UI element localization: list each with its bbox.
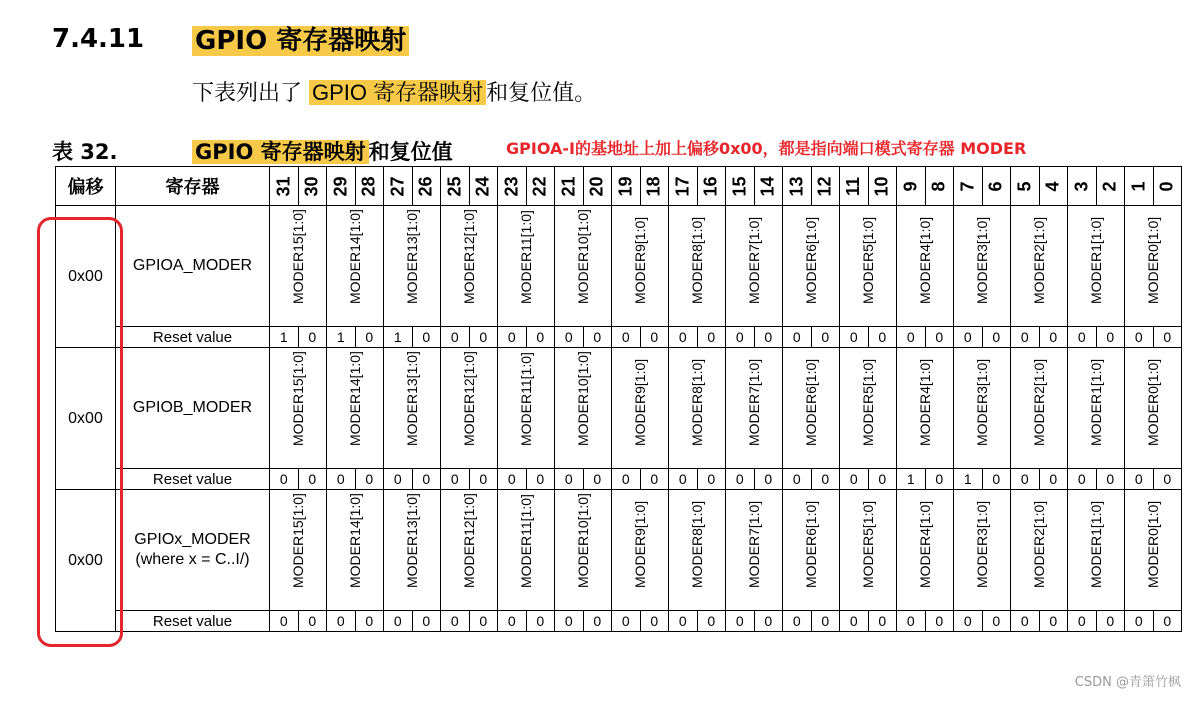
- bit-field: MODER1[1:0]: [1068, 206, 1125, 327]
- bit-field: MODER3[1:0]: [954, 348, 1011, 469]
- reset-bit-value: 0: [469, 327, 498, 348]
- bit-field: MODER5[1:0]: [840, 490, 897, 611]
- intro-paragraph: [192, 76, 596, 107]
- bit-header-9: 9: [897, 167, 926, 206]
- reset-bit-value: 0: [1039, 327, 1068, 348]
- bit-field: MODER6[1:0]: [783, 348, 840, 469]
- bit-header-27: 27: [384, 167, 413, 206]
- red-annotation-note: GPIOA-I的基地址上加上偏移0x00，都是指向端口模式寄存器 MODER: [506, 139, 1027, 158]
- reset-value-label: Reset value: [116, 327, 270, 348]
- bit-field: MODER0[1:0]: [1125, 490, 1182, 611]
- reset-bit-value: 0: [1068, 611, 1097, 632]
- reset-bit-value: 0: [526, 469, 555, 490]
- reset-bit-value: 0: [754, 611, 783, 632]
- bit-header-17: 17: [669, 167, 698, 206]
- bit-header-14: 14: [754, 167, 783, 206]
- bit-field: MODER6[1:0]: [783, 206, 840, 327]
- reset-bit-value: 0: [754, 469, 783, 490]
- reset-value-label: Reset value: [116, 611, 270, 632]
- header-register: 寄存器: [116, 167, 270, 206]
- bit-field: MODER9[1:0]: [612, 206, 669, 327]
- bit-header-13: 13: [783, 167, 812, 206]
- reset-bit-value: 0: [298, 469, 327, 490]
- reset-bit-value: 0: [555, 611, 584, 632]
- reset-bit-value: 0: [754, 327, 783, 348]
- bit-field: MODER7[1:0]: [726, 206, 783, 327]
- bit-field: MODER2[1:0]: [1011, 348, 1068, 469]
- reset-bit-value: 0: [469, 469, 498, 490]
- bit-header-21: 21: [555, 167, 584, 206]
- reset-bit-value: 0: [1011, 611, 1040, 632]
- reset-bit-value: 0: [697, 327, 726, 348]
- reset-bit-value: 0: [640, 327, 669, 348]
- reset-bit-value: 0: [384, 611, 413, 632]
- bit-field: MODER14[1:0]: [327, 348, 384, 469]
- reset-bit-value: 0: [355, 611, 384, 632]
- bit-field: MODER4[1:0]: [897, 490, 954, 611]
- bit-field: MODER7[1:0]: [726, 490, 783, 611]
- bit-field: MODER0[1:0]: [1125, 206, 1182, 327]
- bit-field: MODER8[1:0]: [669, 206, 726, 327]
- reset-bit-value: 0: [583, 469, 612, 490]
- reset-value-row: [56, 611, 1182, 632]
- reset-bit-value: 0: [783, 611, 812, 632]
- reset-bit-value: 0: [640, 611, 669, 632]
- reset-bit-value: 0: [327, 611, 356, 632]
- reset-value-row: [56, 327, 1182, 348]
- bit-header-19: 19: [612, 167, 641, 206]
- section-number: 7.4.11: [52, 24, 145, 54]
- bit-field: MODER15[1:0]: [270, 348, 327, 469]
- reset-bit-value: 0: [669, 327, 698, 348]
- table-label: 表 32.: [52, 140, 118, 164]
- bit-header-5: 5: [1011, 167, 1040, 206]
- reset-bit-value: 0: [1125, 469, 1154, 490]
- reset-bit-value: 0: [526, 611, 555, 632]
- bit-field: MODER0[1:0]: [1125, 348, 1182, 469]
- reset-bit-value: 0: [669, 611, 698, 632]
- register-offset: 0x00: [56, 206, 116, 348]
- register-map-table: [55, 166, 1182, 632]
- reset-bit-value: 0: [954, 327, 983, 348]
- bit-header-26: 26: [412, 167, 441, 206]
- bit-field: MODER14[1:0]: [327, 490, 384, 611]
- reset-bit-value: 0: [1011, 327, 1040, 348]
- reset-bit-value: 0: [868, 327, 897, 348]
- register-offset: 0x00: [56, 348, 116, 490]
- bit-header-31: 31: [270, 167, 299, 206]
- reset-bit-value: 0: [583, 611, 612, 632]
- offset-highlight-box: [37, 217, 123, 647]
- bit-header-23: 23: [498, 167, 527, 206]
- reset-bit-value: 0: [726, 327, 755, 348]
- bit-header-8: 8: [925, 167, 954, 206]
- bit-field: MODER9[1:0]: [612, 348, 669, 469]
- bit-field: MODER13[1:0]: [384, 490, 441, 611]
- bit-field: MODER10[1:0]: [555, 490, 612, 611]
- bit-header-11: 11: [840, 167, 869, 206]
- bit-field: MODER12[1:0]: [441, 206, 498, 327]
- reset-bit-value: 0: [669, 469, 698, 490]
- reset-bit-value: 0: [298, 327, 327, 348]
- bit-header-24: 24: [469, 167, 498, 206]
- register-name: GPIOx_MODER (where x = C..I/): [116, 490, 270, 611]
- header-offset: 偏移: [56, 167, 116, 206]
- reset-value-row: [56, 469, 1182, 490]
- bit-field: MODER11[1:0]: [498, 490, 555, 611]
- bit-header-12: 12: [811, 167, 840, 206]
- reset-bit-value: 0: [1096, 611, 1125, 632]
- bit-field: MODER5[1:0]: [840, 206, 897, 327]
- reset-bit-value: 0: [1096, 469, 1125, 490]
- reset-bit-value: 0: [982, 611, 1011, 632]
- reset-bit-value: 0: [1039, 611, 1068, 632]
- bit-header-28: 28: [355, 167, 384, 206]
- bit-field: MODER11[1:0]: [498, 206, 555, 327]
- reset-bit-value: 0: [498, 327, 527, 348]
- reset-bit-value: 0: [726, 469, 755, 490]
- reset-bit-value: 1: [327, 327, 356, 348]
- reset-bit-value: 0: [925, 611, 954, 632]
- reset-bit-value: 0: [498, 469, 527, 490]
- reset-bit-value: 0: [384, 469, 413, 490]
- bit-header-16: 16: [697, 167, 726, 206]
- bit-header-7: 7: [954, 167, 983, 206]
- reset-bit-value: 0: [1125, 327, 1154, 348]
- reset-bit-value: 0: [726, 611, 755, 632]
- reset-bit-value: 0: [1153, 469, 1182, 490]
- reset-bit-value: 0: [612, 469, 641, 490]
- intro-before: 下表列出了: [192, 81, 309, 106]
- register-row: [56, 348, 1182, 469]
- bit-header-10: 10: [868, 167, 897, 206]
- reset-bit-value: 0: [925, 327, 954, 348]
- reset-bit-value: 0: [1011, 469, 1040, 490]
- reset-bit-value: 0: [441, 611, 470, 632]
- reset-bit-value: 0: [783, 327, 812, 348]
- bit-header-3: 3: [1068, 167, 1097, 206]
- bit-field: MODER6[1:0]: [783, 490, 840, 611]
- reset-bit-value: 0: [412, 611, 441, 632]
- bit-field: MODER15[1:0]: [270, 206, 327, 327]
- bit-field: MODER4[1:0]: [897, 348, 954, 469]
- reset-bit-value: 0: [612, 327, 641, 348]
- bit-field: MODER2[1:0]: [1011, 490, 1068, 611]
- table-header-row: [56, 167, 1182, 206]
- reset-bit-value: 0: [925, 469, 954, 490]
- reset-bit-value: 0: [868, 611, 897, 632]
- register-row: [56, 206, 1182, 327]
- reset-bit-value: 0: [640, 469, 669, 490]
- bit-field: MODER8[1:0]: [669, 490, 726, 611]
- bit-field: MODER13[1:0]: [384, 206, 441, 327]
- section-title: [192, 20, 409, 57]
- bit-field: MODER9[1:0]: [612, 490, 669, 611]
- reset-bit-value: 0: [612, 611, 641, 632]
- reset-bit-value: 0: [1125, 611, 1154, 632]
- register-row: [56, 490, 1182, 611]
- bit-field: MODER3[1:0]: [954, 490, 1011, 611]
- bit-header-4: 4: [1039, 167, 1068, 206]
- bit-field: MODER11[1:0]: [498, 348, 555, 469]
- reset-bit-value: 0: [441, 327, 470, 348]
- table-title-highlight: GPIO 寄存器映射: [192, 140, 369, 164]
- bit-header-20: 20: [583, 167, 612, 206]
- reset-bit-value: 0: [583, 327, 612, 348]
- reset-bit-value: 1: [384, 327, 413, 348]
- bit-header-15: 15: [726, 167, 755, 206]
- reset-bit-value: 0: [498, 611, 527, 632]
- bit-field: MODER8[1:0]: [669, 348, 726, 469]
- table-title-rest: 和复位值: [368, 140, 453, 164]
- bit-header-1: 1: [1125, 167, 1154, 206]
- reset-bit-value: 0: [298, 611, 327, 632]
- bit-field: MODER7[1:0]: [726, 348, 783, 469]
- reset-bit-value: 0: [412, 469, 441, 490]
- bit-field: MODER5[1:0]: [840, 348, 897, 469]
- reset-bit-value: 1: [954, 469, 983, 490]
- reset-bit-value: 0: [270, 611, 299, 632]
- reset-bit-value: 0: [1096, 327, 1125, 348]
- reset-bit-value: 0: [697, 469, 726, 490]
- bit-header-18: 18: [640, 167, 669, 206]
- reset-bit-value: 0: [327, 469, 356, 490]
- bit-field: MODER1[1:0]: [1068, 348, 1125, 469]
- reset-bit-value: 0: [1068, 469, 1097, 490]
- reset-bit-value: 0: [783, 469, 812, 490]
- reset-bit-value: 0: [982, 327, 1011, 348]
- reset-bit-value: 0: [526, 327, 555, 348]
- watermark: CSDN @青箫竹枫: [1074, 675, 1181, 690]
- reset-bit-value: 0: [840, 327, 869, 348]
- reset-value-label: Reset value: [116, 469, 270, 490]
- bit-header-6: 6: [982, 167, 1011, 206]
- bit-field: MODER1[1:0]: [1068, 490, 1125, 611]
- reset-bit-value: 0: [555, 469, 584, 490]
- reset-bit-value: 0: [412, 327, 441, 348]
- reset-bit-value: 0: [954, 611, 983, 632]
- bit-field: MODER2[1:0]: [1011, 206, 1068, 327]
- reset-bit-value: 0: [840, 469, 869, 490]
- bit-field: MODER10[1:0]: [555, 348, 612, 469]
- register-name: GPIOB_MODER: [116, 348, 270, 469]
- bit-header-29: 29: [327, 167, 356, 206]
- register-offset: 0x00: [56, 490, 116, 632]
- reset-bit-value: 0: [1068, 327, 1097, 348]
- bit-header-22: 22: [526, 167, 555, 206]
- bit-field: MODER10[1:0]: [555, 206, 612, 327]
- reset-bit-value: 0: [840, 611, 869, 632]
- intro-highlight: GPIO 寄存器映射: [309, 80, 486, 105]
- reset-bit-value: 0: [982, 469, 1011, 490]
- reset-bit-value: 0: [897, 611, 926, 632]
- reset-bit-value: 0: [1039, 469, 1068, 490]
- reset-bit-value: 0: [355, 469, 384, 490]
- register-name: GPIOA_MODER: [116, 206, 270, 327]
- reset-bit-value: 0: [1153, 611, 1182, 632]
- bit-header-2: 2: [1096, 167, 1125, 206]
- bit-field: MODER15[1:0]: [270, 490, 327, 611]
- reset-bit-value: 0: [811, 469, 840, 490]
- reset-bit-value: 0: [270, 469, 299, 490]
- reset-bit-value: 0: [811, 327, 840, 348]
- bit-field: MODER12[1:0]: [441, 490, 498, 611]
- bit-header-0: 0: [1153, 167, 1182, 206]
- bit-header-25: 25: [441, 167, 470, 206]
- reset-bit-value: 1: [270, 327, 299, 348]
- reset-bit-value: 0: [697, 611, 726, 632]
- reset-bit-value: 0: [897, 327, 926, 348]
- reset-bit-value: 1: [897, 469, 926, 490]
- bit-header-30: 30: [298, 167, 327, 206]
- intro-after: 和复位值。: [486, 81, 597, 106]
- reset-bit-value: 0: [355, 327, 384, 348]
- reset-bit-value: 0: [811, 611, 840, 632]
- bit-field: MODER3[1:0]: [954, 206, 1011, 327]
- bit-field: MODER13[1:0]: [384, 348, 441, 469]
- reset-bit-value: 0: [1153, 327, 1182, 348]
- bit-field: MODER14[1:0]: [327, 206, 384, 327]
- reset-bit-value: 0: [469, 611, 498, 632]
- reset-bit-value: 0: [555, 327, 584, 348]
- table-title: [192, 136, 453, 166]
- bit-field: MODER12[1:0]: [441, 348, 498, 469]
- section-title-text: GPIO 寄存器映射: [192, 26, 409, 56]
- bit-field: MODER4[1:0]: [897, 206, 954, 327]
- reset-bit-value: 0: [868, 469, 897, 490]
- reset-bit-value: 0: [441, 469, 470, 490]
